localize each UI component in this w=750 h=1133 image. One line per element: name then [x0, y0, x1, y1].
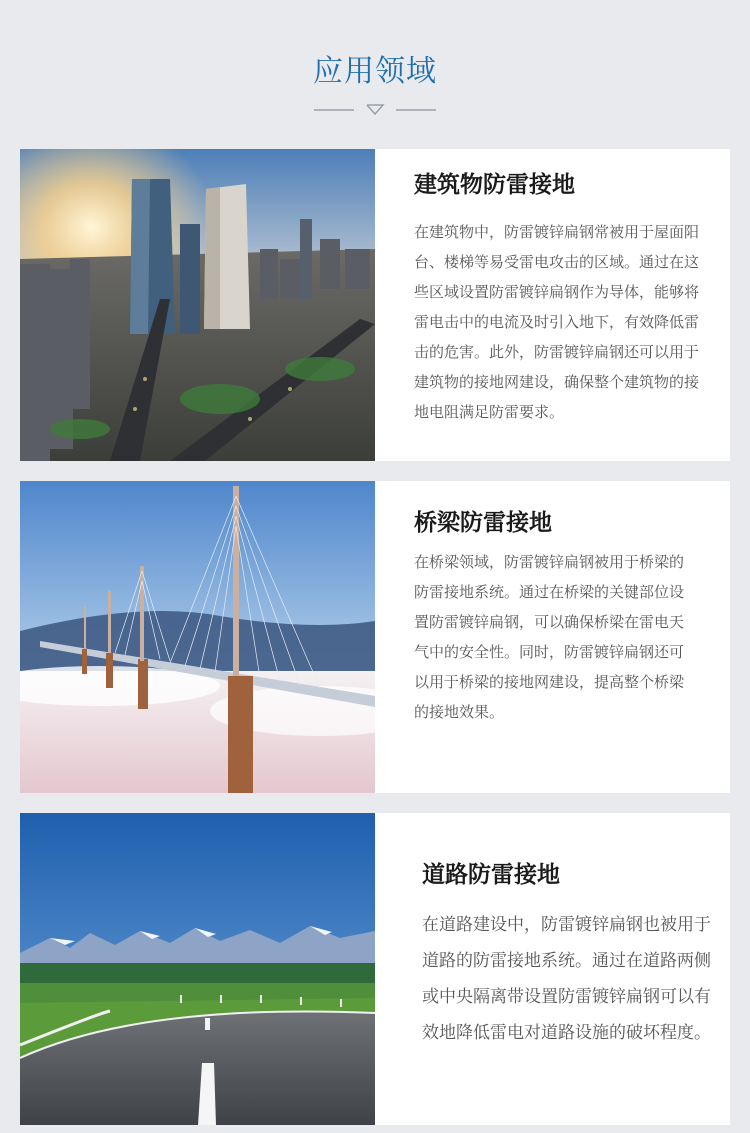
- city-skyline-image: [20, 149, 375, 461]
- card-description: 在道路建设中，防雷镀锌扁钢也被用于道路的防雷接地系统。通过在道路两侧或中央隔离带设置防雷镀锌扁钢可以有效地降低雷电对道路设施的破坏程度。: [422, 915, 711, 1043]
- bridge-image: [20, 481, 375, 793]
- card-title: 桥梁防雷接地: [414, 510, 552, 536]
- card-description: 在桥梁领域，防雷镀锌扁钢被用于桥梁的防雷接地系统。通过在桥梁的关键部位设置防雷镀锌扁钢，可以确保桥梁在雷电天气中的安全性。同时，防雷镀锌扁钢还可以用于桥梁的接地网建设，提高整个桥梁的接地效果。: [414, 553, 685, 721]
- application-card-buildings: [20, 149, 730, 461]
- application-card-roads: [20, 813, 730, 1125]
- mountain-road-image: [20, 813, 375, 1125]
- section-header: [0, 0, 750, 130]
- card-title: 建筑物防雷接地: [414, 172, 575, 198]
- card-title: 道路防雷接地: [422, 862, 560, 888]
- divider-chevron-icon: [314, 100, 436, 120]
- card-description: 在建筑物中，防雷镀锌扁钢常被用于屋面阳台、楼梯等易受雷电攻击的区域。通过在这些区域设置防雷镀锌扁钢作为导体，能够将雷电击中的电流及时引入地下，有效降低雷击的危害。此外，防雷镀锌扁钢还可以用于建筑物的接地网建设，确保整个建筑物的接地电阻满足防雷要求。: [414, 223, 700, 421]
- section-title: 应用领域: [313, 54, 437, 89]
- application-card-bridges: [20, 481, 730, 793]
